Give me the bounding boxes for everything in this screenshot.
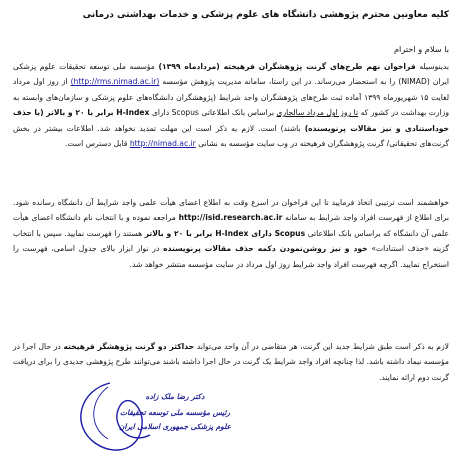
paragraph-announcement xyxy=(13,59,449,151)
p3-text-2: در حال اجرا در مؤسسه نیماد داشته باشد. لذا چنانچه افراد واجد شرایط یک گرنت در حال اجرا داشته باشند می‌توانند طرح پژوهشی جدیدی را برای دریافت گرنت دوم ارائه نمایند. xyxy=(13,342,449,382)
p2-hindex-requirement: Scopus دارای H-Index برابر با ۲۰ و بالاتر xyxy=(144,228,306,238)
p1-text-2: مؤسسه ملی توسعه تحقیقات علوم پزشکی ایران (NIMAD) را به استحضار می‌رساند. در این راستا، سامانه مدیریت پژوهش مؤسسه xyxy=(13,62,450,87)
paragraph-instructions xyxy=(13,195,449,272)
p2-text-1: خواهشمند است ترتیبی اتخاذ فرمایید تا این فراخوان در اسرع وقت به اطلاع اعضای هیأت علمی واجد شرایط آن دانشگاه رسانده شود. برای اطلاع از فهرست افراد واجد شرایط به سامانه xyxy=(13,198,449,223)
p2-text-3: هستند را فهرست نمایید. سپس با انتخاب گزینه «حذف استنادات» xyxy=(13,228,449,254)
salutation: با سلام و احترام xyxy=(393,44,449,54)
signatory-organization: علوم پزشکی جمهوری اسلامی ایران xyxy=(119,422,231,431)
recipient-title: کلیه معاونین محترم پژوهشی دانشگاه های علوم پزشکی و خدمات بهداشتی درمانی xyxy=(82,10,449,20)
nimad-link[interactable]: http://nimad.ac.ir xyxy=(129,139,196,149)
p1-text-6: قابل دسترس است. xyxy=(64,139,130,149)
p2-text-4: در نوار ابزار بالای جدول اسامی، فهرست را استخراج نمایید. اگرچه فهرست افراد واجد شرایط روز اول مرداد در سایت مؤسسه منتشر خواهد شد. xyxy=(13,244,449,269)
p1-text-5: باشند) است. لازم به ذکر است این مهلت تمدید نخواهد شد. اطلاعات بیشتر در بخش گرنت‌های تحقیقاتی/ گرنت پژوهشگران فرهیخته در وب سایت مؤسسه به نشانی xyxy=(13,123,449,149)
signatory-role: رئیس مؤسسه ملی توسعه تحقیقات xyxy=(119,408,230,417)
p1-text-3: از روز اول مرداد لغایت ۱۵ شهریورماه ۱۳۹۹ آماده ثبت طرح‌های پژوهشگران واجد شرایط (پژوهشگران دانشگاه‌های علوم پزشکی و سازمان‌های وابسته به وزارت بهداشت در کشور که xyxy=(13,77,450,118)
p2-remove-option: خود و نیز روشن‌نمودن دکمه حذف مقالات پرنویسنده xyxy=(163,244,368,254)
p1-deadline-underlined: تا روز اول مرداد سالجاری xyxy=(276,108,359,118)
p3-max-grants: حداکثر دو گرنت پژوهشگر فرهیخته xyxy=(63,342,195,351)
rms-link[interactable]: (http://rms.nimad.ac.ir) xyxy=(70,77,160,87)
p2-text-2: مراجعه نموده و با انتخاب نام دانشگاه اعضای هیأت علمی آن دانشگاه که براساس بانک اطلاعاتی xyxy=(13,213,449,238)
p3-text-1: لازم به ذکر است طبق شرایط جدید این گرنت، هر متقاضی در آن واحد می‌تواند xyxy=(194,342,450,351)
p1-hindex-requirement: H-Index برابر با ۲۰ و بالاتر (با حذف خوداستنادی و نیز مقالات پرنویسنده) xyxy=(13,108,449,133)
p1-text-4: براساس بانک اطلاعاتی Scopus دارای xyxy=(149,108,277,118)
isid-link[interactable]: http://isid.research.ac.ir xyxy=(178,213,283,223)
signatory-name: دکتر رضا ملک زاده xyxy=(145,392,205,401)
p1-text-1: بدینوسیله xyxy=(415,62,449,71)
p1-call-title: فراخوان نهم طرح‌های گرنت پژوهشگران فرهیخته (مردادماه ۱۳۹۹) xyxy=(158,62,416,71)
